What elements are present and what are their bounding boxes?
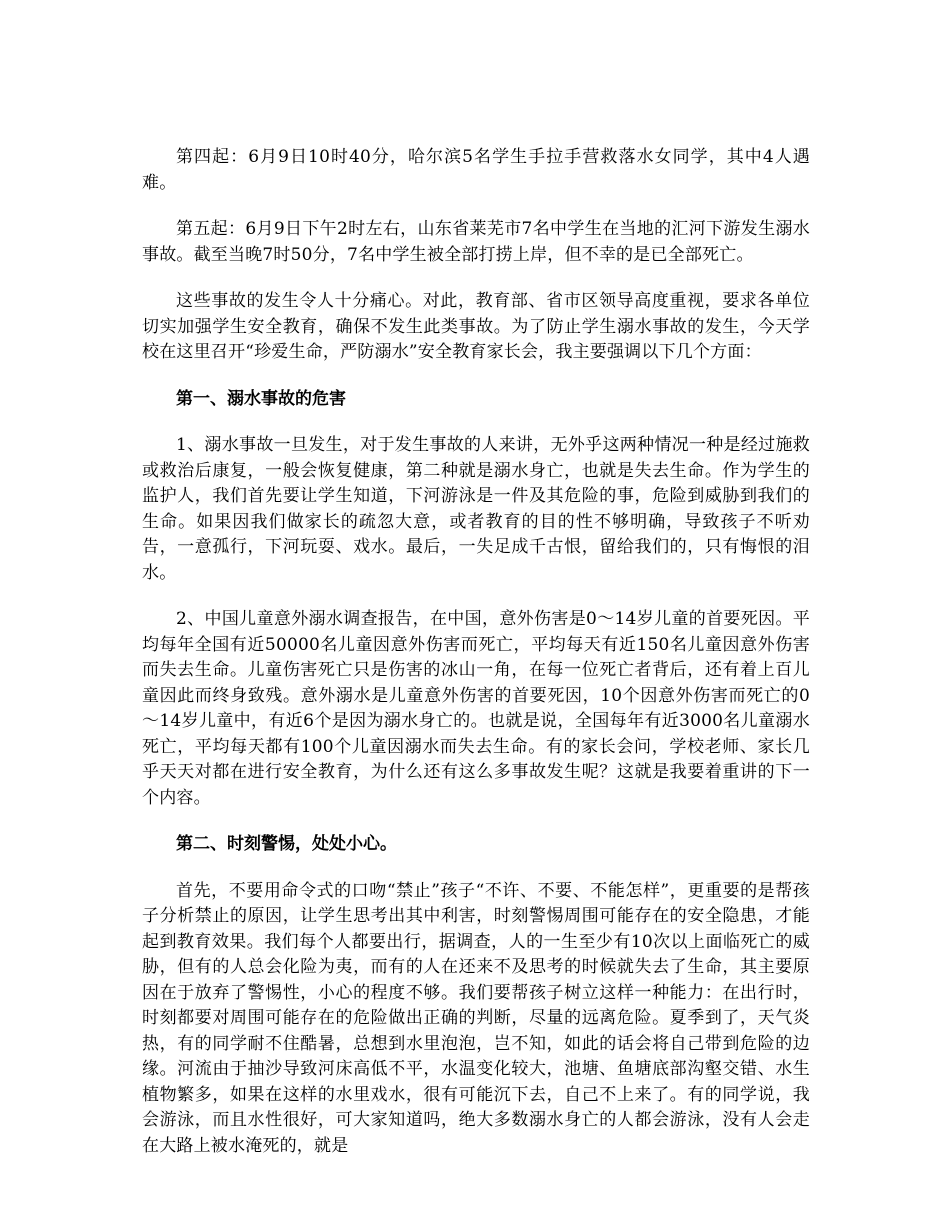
paragraph-introduction: 这些事故的发生令人十分痛心。对此，教育部、省市区领导高度重视，要求各单位切实加强学生安全教育，确保不发生此类事故。为了防止学生溺水事故的发生，今天学校在这里召开“珍爱生命，严防溺水”安全教育家长会，我主要强调以下几个方面： — [142, 291, 810, 362]
section-heading-vigilance: 第二、时刻警惕，处处小心。 — [176, 834, 397, 854]
paragraph-case-five: 第五起：6月9日下午2时左右，山东省莱芜市7名中学生在当地的汇河下游发生溺水事故。截至当晚7时50分，7名中学生被全部打捞上岸，但不幸的是已全部死亡。 — [142, 219, 810, 265]
paragraph-case-four: 第四起：6月9日10时40分，哈尔滨5名学生手拉手营救落水女同学，其中4人遇难。 — [142, 147, 810, 193]
paragraph-hazards-point-one: 1、溺水事故一旦发生，对于发生事故的人来讲，无外乎这两种情况一种是经过施救或救治后康复，一般会恢复健康，第二种就是溺水身亡，也就是失去生命。作为学生的监护人，我们首先要让学生知道，下河游泳是一件及其危险的事，危险到威胁到我们的生命。如果因我们做家长的疏忽大意，或者教育的目的性不够明确，导致孩子不听劝告，一意孤行，下河玩耍、戏水。最后，一失足成千古恨，留给我们的，只有悔恨的泪水。 — [142, 435, 810, 583]
paragraph-vigilance: 首先，不要用命令式的口吻“禁止”孩子“不许、不要、不能怎样”，更重要的是帮孩子分析禁止的原因，让学生思考出其中利害，时刻警惕周围可能存在的安全隐患，才能起到教育效果。我们每个人都要出行，据调查，人的一生至少有10次以上面临死亡的威胁，但有的人总会化险为夷，而有的人在还来不及思考的时候就失去了生命，其主要原因在于放弃了警惕性，小心的程度不够。我们要帮孩子树立这样一种能力：在出行时，时刻都要对周围可能存在的危险做出正确的判断，尽量的远离危险。夏季到了，天气炎热，有的同学耐不住酷暑，总想到水里泡泡，岂不知，如此的话会将自己带到危险的边缘。河流由于抽沙导致河床高低不平，水温变化较大，池塘、鱼塘底部沟壑交错、水生植物繁多，如果在这样的水里戏水，很有可能沉下去，自己不上来了。有的同学说，我会游泳，而且水性很好，可大家知道吗，绝大多数溺水身亡的人都会游泳，没有人会走在大路上被水淹死的，就是 — [142, 880, 810, 1156]
section-heading-hazards: 第一、溺水事故的危害 — [176, 388, 346, 409]
paragraph-hazards-point-two: 2、中国儿童意外溺水调查报告，在中国，意外伤害是0～14岁儿童的首要死因。平均每年全国有近50000名儿童因意外伤害而死亡，平均每天有近150名儿童因意外伤害而失去生命。儿童伤害死亡只是伤害的冰山一角，在每一位死亡者背后，还有着上百儿童因此而终身致残。意外溺水是儿童意外伤害的首要死因，10个因意外伤害而死亡的0～14岁儿童中，有近6个是因为溺水身亡的。也就是说，全国每年有近3000名儿童溺水死亡，平均每天都有100个儿童因溺水而失去生命。有的家长会问，学校老师、家长几乎天天对都在进行安全教育，为什么还有这么多事故发生呢？这就是我要着重讲的下一个内容。 — [142, 609, 810, 808]
document-page — [142, 145, 810, 1180]
